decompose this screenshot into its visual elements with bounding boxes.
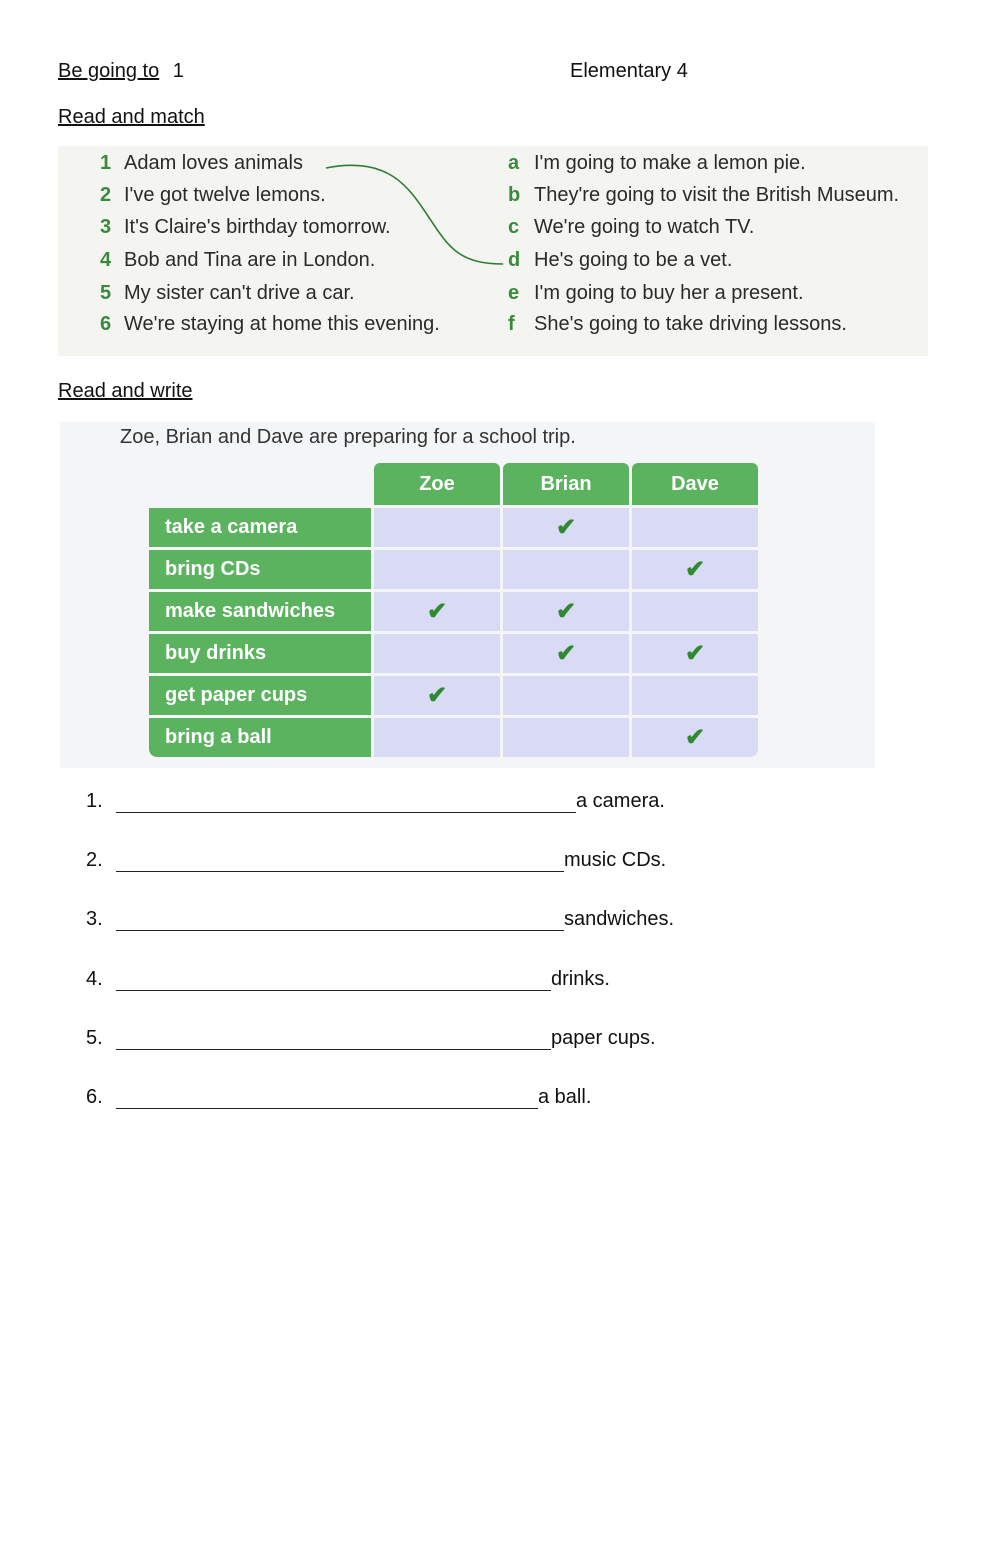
- check-cell: [503, 550, 629, 589]
- match-left-item: 5 My sister can't drive a car.: [100, 282, 355, 304]
- title-text: Be going to: [58, 60, 160, 82]
- answer-blank[interactable]: [116, 970, 551, 991]
- match-right-item: c We're going to watch TV.: [508, 216, 755, 238]
- section-heading-write: Read and write: [58, 380, 193, 402]
- write-sentence: 2. music CDs.: [86, 849, 667, 871]
- table-row: [149, 592, 758, 631]
- check-cell: [503, 718, 629, 757]
- table-row: [149, 550, 758, 589]
- write-sentence: 1. a camera.: [86, 790, 665, 812]
- match-left-item: 6 We're staying at home this evening.: [100, 313, 440, 335]
- match-right-item: d He's going to be a vet.: [508, 249, 733, 271]
- answer-blank[interactable]: [116, 1029, 551, 1050]
- match-left-item: 4 Bob and Tina are in London.: [100, 249, 376, 271]
- check-cell: ✔: [374, 592, 500, 631]
- check-cell: [632, 508, 758, 547]
- column-header-zoe: Zoe: [374, 463, 500, 505]
- check-cell: [503, 676, 629, 715]
- row-header: take a camera: [149, 508, 371, 547]
- check-cell: [374, 550, 500, 589]
- answer-blank[interactable]: [116, 851, 564, 872]
- table-row: [149, 718, 758, 757]
- check-cell: ✔: [503, 592, 629, 631]
- check-cell: ✔: [374, 676, 500, 715]
- section-heading-match: Read and match: [58, 106, 205, 128]
- match-right-item: a I'm going to make a lemon pie.: [508, 152, 806, 174]
- check-cell: ✔: [503, 508, 629, 547]
- write-sentence: 4. drinks.: [86, 968, 610, 990]
- match-left-item: 3 It's Claire's birthday tomorrow.: [100, 216, 391, 238]
- match-right-item: f She's going to take driving lessons.: [508, 313, 847, 335]
- check-cell: ✔: [632, 718, 758, 757]
- level-label: Elementary 4: [570, 60, 688, 82]
- row-header: bring a ball: [149, 718, 371, 757]
- check-cell: [374, 718, 500, 757]
- write-sentence: 5. paper cups.: [86, 1027, 656, 1049]
- row-header: bring CDs: [149, 550, 371, 589]
- row-header: buy drinks: [149, 634, 371, 673]
- match-left-item: 1 Adam loves animals: [100, 152, 303, 174]
- table-row: [149, 508, 758, 547]
- table-corner: [149, 463, 371, 505]
- write-sentence: 6. a ball.: [86, 1086, 592, 1108]
- check-cell: [374, 508, 500, 547]
- column-header-brian: Brian: [503, 463, 629, 505]
- row-header: make sandwiches: [149, 592, 371, 631]
- check-cell: ✔: [503, 634, 629, 673]
- answer-blank[interactable]: [116, 792, 576, 813]
- task-table: [146, 460, 761, 760]
- write-sentence: 3. sandwiches.: [86, 908, 675, 930]
- column-header-dave: Dave: [632, 463, 758, 505]
- match-right-item: b They're going to visit the British Museum.: [508, 184, 900, 206]
- answer-blank[interactable]: [116, 1088, 538, 1109]
- match-exercise: [58, 146, 928, 356]
- check-cell: ✔: [632, 550, 758, 589]
- match-right-item: e I'm going to buy her a present.: [508, 282, 804, 304]
- match-left-item: 2 I've got twelve lemons.: [100, 184, 326, 206]
- check-cell: [374, 634, 500, 673]
- table-row: [149, 634, 758, 673]
- table-intro: Zoe, Brian and Dave are preparing for a school trip.: [120, 426, 576, 448]
- answer-blank[interactable]: [116, 910, 564, 931]
- table-row: [149, 676, 758, 715]
- worksheet-title: [58, 60, 184, 83]
- row-header: get paper cups: [149, 676, 371, 715]
- check-cell: [632, 592, 758, 631]
- check-cell: [632, 676, 758, 715]
- check-cell: ✔: [632, 634, 758, 673]
- title-number: 1: [172, 60, 184, 82]
